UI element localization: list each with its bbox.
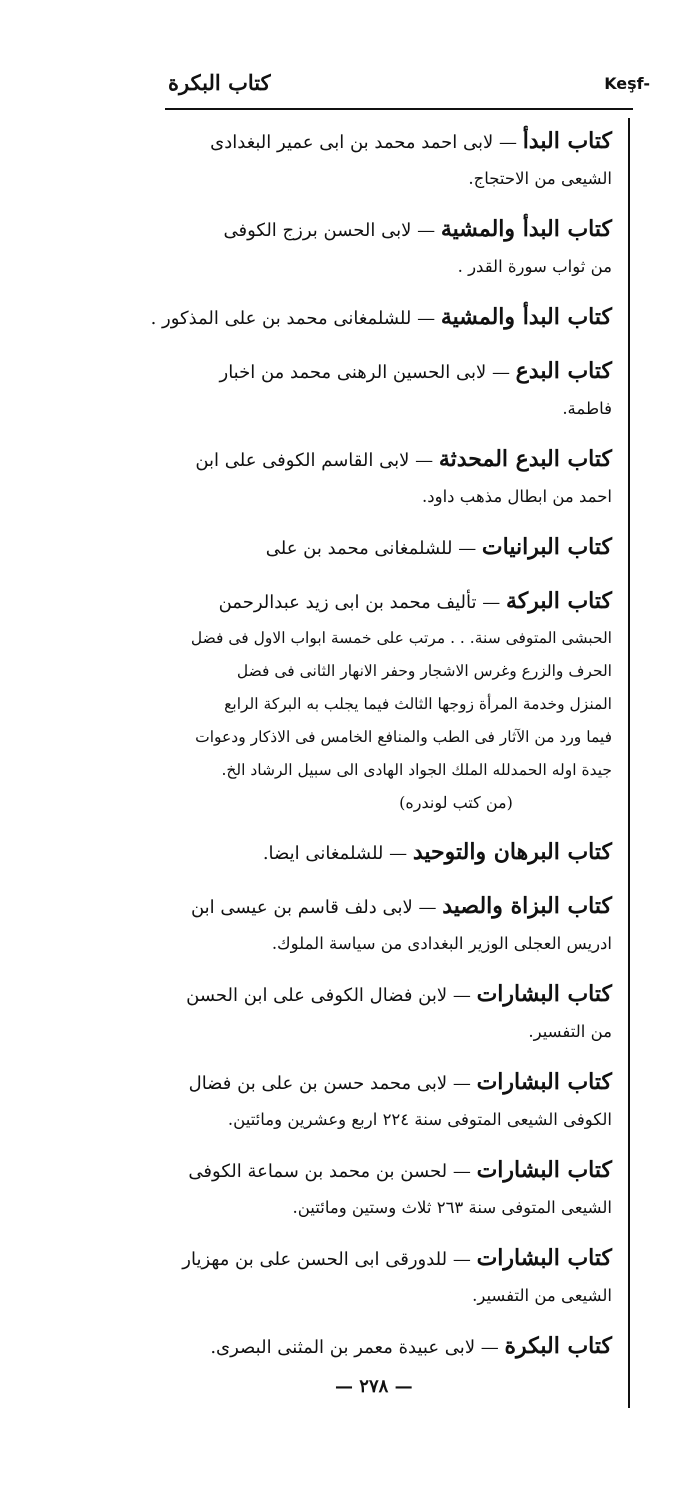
bibliography-entry [160, 887, 612, 961]
entry-line [160, 528, 612, 568]
bibliography-entry [160, 975, 612, 1049]
header-rule [165, 108, 633, 110]
bibliography-entry [160, 1327, 612, 1367]
entry-text: — لابى الحسين الرهنى محمد من اخبار [219, 362, 516, 383]
book-title: كتاب البرهان والتوحيد [412, 839, 612, 865]
book-title: كتاب البشارات [476, 981, 612, 1007]
bibliography-entry [160, 122, 612, 196]
entry-text: احمد من ابطال مذهب داود. [422, 487, 612, 506]
book-title: كتاب البدأ والمشية [440, 216, 612, 242]
entry-text: — لابى الحسن برزج الكوفى [223, 220, 441, 241]
bibliography-entry [160, 582, 612, 819]
bibliography-entry [160, 1151, 612, 1225]
margin-rule [628, 118, 630, 1408]
entry-line [160, 887, 612, 927]
bibliography-entry [160, 352, 612, 426]
book-title: كتاب البرانيات [481, 534, 612, 560]
entry-text: — لابى محمد حسن بن على بن فضال [188, 1073, 477, 1094]
entries-list [150, 122, 612, 1381]
book-title: كتاب البدأ والمشية [440, 304, 612, 330]
entry-line [160, 352, 612, 392]
entry-line [160, 975, 612, 1015]
entry-line [160, 1103, 612, 1137]
entry-text: — للشلمغانى محمد بن على [265, 538, 482, 559]
entry-text: ادريس العجلى الوزير البغدادى من سياسة الملوك. [271, 934, 612, 953]
entry-line [160, 250, 612, 284]
entry-line [160, 927, 612, 961]
entry-text: الكوفى الشيعى المتوفى سنة ٢٢٤ اربع وعشرين ومائتين. [227, 1110, 612, 1129]
entry-line [160, 1191, 612, 1225]
book-title: كتاب البدع [515, 358, 612, 384]
bibliography-entry [160, 528, 612, 568]
entry-text: المنزل وخدمة المرأة زوجها الثالث فيما يجلب به البركة الرابع [224, 695, 612, 713]
bibliography-entry [160, 1239, 612, 1313]
entry-line [160, 721, 612, 754]
entry-text: الشيعى من الاحتجاج. [468, 169, 612, 188]
entry-line [160, 1151, 612, 1191]
entry-text: — للدورقى ابى الحسن على بن مهزيار [182, 1249, 477, 1270]
entry-text: — لابى القاسم الكوفى على ابن [195, 450, 439, 471]
entry-line [150, 298, 612, 338]
entry-line [160, 688, 612, 721]
book-title: كتاب البدأ [522, 128, 612, 154]
book-title: كتاب البدع المحدثة [438, 446, 612, 472]
entry-text: الحرف والزرع وغرس الاشجار وحفر الانهار الثانى فى فضل [236, 662, 612, 680]
bibliography-entry [150, 298, 612, 338]
running-title: كتاب البكرة [168, 70, 271, 95]
bibliography-entry [160, 440, 612, 514]
entry-line [160, 122, 612, 162]
entry-text: — لحسن بن محمد بن سماعة الكوفى [188, 1161, 477, 1182]
bibliography-entry [160, 210, 612, 284]
entry-line [160, 1015, 612, 1049]
entry-line [160, 582, 612, 622]
bibliography-entry [160, 1063, 612, 1137]
entry-text: من التفسير. [528, 1022, 612, 1041]
entry-line [160, 754, 612, 787]
entry-line [160, 440, 612, 480]
page-number: — ٢٧٨ — [335, 1376, 413, 1397]
entry-text: — للشلمغانى محمد بن على المذكور . [150, 308, 441, 329]
book-title: كتاب البشارات [476, 1069, 612, 1095]
entry-line [160, 655, 612, 688]
entry-text: الشيعى من التفسير. [472, 1286, 612, 1305]
book-title: كتاب البركة [505, 588, 612, 614]
entry-text: من ثواب سورة القدر . [457, 257, 612, 276]
entry-line [160, 1279, 612, 1313]
entry-line [160, 622, 612, 655]
entry-line [160, 833, 612, 873]
entry-line [160, 1327, 612, 1367]
book-title: كتاب البشارات [476, 1245, 612, 1271]
entry-text: — لابى عبيدة معمر بن المثنى البصرى. [210, 1337, 505, 1358]
entry-text: فيما ورد من الآثار فى الطب والمنافع الخامس فى الاذكار ودعوات [195, 728, 612, 746]
entry-text: الحبشى المتوفى سنة. . . مرتب على خمسة ابواب الاول فى فضل [190, 629, 612, 647]
entry-text: فاطمة. [562, 399, 612, 418]
source-reference: (من كتب لوندره) [399, 793, 513, 812]
entry-line [160, 480, 612, 514]
entry-line [160, 1239, 612, 1279]
book-title: كتاب البزاة والصيد [442, 893, 612, 919]
entry-text: جيدة اوله الحمدلله الملك الجواد الهادى الى سبيل الرشاد الخ. [221, 761, 612, 779]
entry-text: — للشلمغانى ايضا. [262, 843, 413, 864]
entry-text: — لابن فضال الكوفى على ابن الحسن [186, 985, 477, 1006]
book-title: كتاب البشارات [476, 1157, 612, 1183]
page-header [160, 56, 650, 96]
bibliography-entry [160, 833, 612, 873]
book-title: كتاب البكرة [504, 1333, 612, 1359]
entry-line [160, 210, 612, 250]
entry-line [160, 1063, 612, 1103]
entry-text: — لابى دلف قاسم بن عيسى ابن [190, 897, 443, 918]
entry-text: — تأليف محمد بن ابى زيد عبدالرحمن [218, 592, 506, 613]
entry-text: الشيعى المتوفى سنة ٢٦٣ ثلاث وستين ومائتين. [292, 1198, 612, 1217]
entry-line [160, 162, 612, 196]
entry-line [160, 392, 612, 426]
entry-text: — لابى احمد محمد بن ابى عمير البغدادى [210, 132, 523, 153]
running-code: Keşf- [604, 74, 650, 93]
